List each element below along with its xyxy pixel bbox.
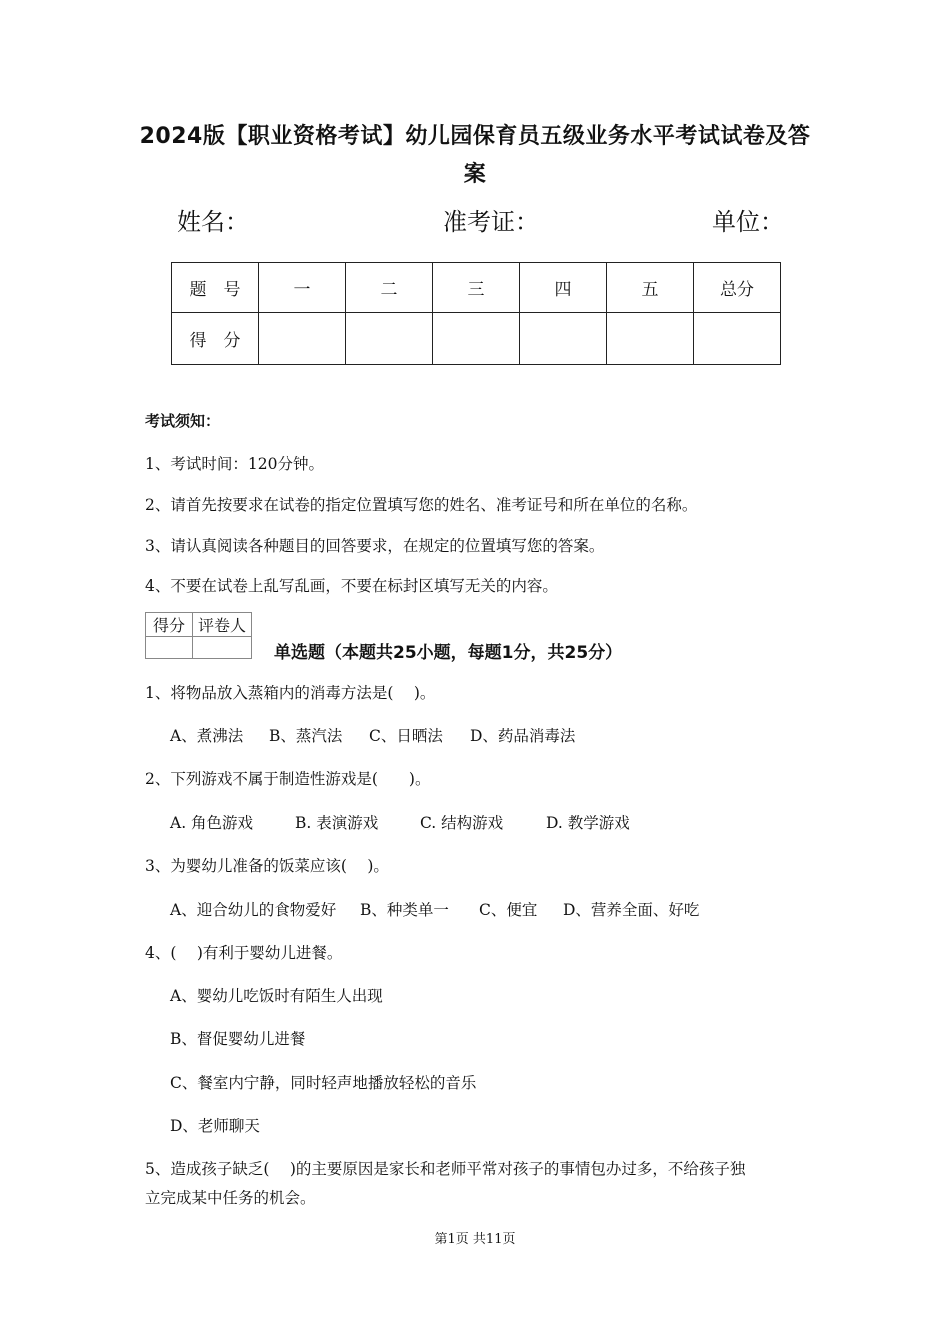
unit-field-label: 单位： <box>712 208 784 236</box>
option: D、营养全面、好吃 <box>563 901 700 919</box>
section-title: 单选题（本题共25小题，每题1分，共25分） <box>274 643 623 663</box>
score-cell <box>433 313 520 365</box>
option: A、迎合幼儿的食物爱好 <box>170 901 337 919</box>
score-cell <box>694 313 781 365</box>
option: A、煮沸法 <box>170 727 244 745</box>
option: D、老师聊天 <box>170 1117 260 1135</box>
header-cell: 二 <box>346 263 433 313</box>
option: B、督促婴幼儿进餐 <box>170 1030 306 1048</box>
notice-item: 2、请首先按要求在试卷的指定位置填写您的姓名、准考证号和所在单位的名称。 <box>145 496 698 514</box>
header-cell: 一 <box>259 263 346 313</box>
header-cell: 题 号 <box>172 263 259 313</box>
score-cell <box>520 313 607 365</box>
header-cell: 总分 <box>694 263 781 313</box>
notice-item: 1、考试时间：120分钟。 <box>145 455 324 473</box>
option: A. 角色游戏 <box>170 814 254 832</box>
option: B、种类单一 <box>360 901 449 919</box>
name-field-label: 姓名： <box>177 208 249 236</box>
option: C. 结构游戏 <box>420 814 504 832</box>
option: D、药品消毒法 <box>470 727 576 745</box>
grader-score-cell <box>146 637 193 659</box>
exam-number-field-label: 准考证： <box>443 208 539 236</box>
page-footer: 第1页 共11页 <box>434 1232 516 1247</box>
grader-name-cell <box>193 637 252 659</box>
option: C、日晒法 <box>369 727 443 745</box>
score-table-score-row <box>172 313 781 365</box>
grader-name-label: 评卷人 <box>193 613 252 637</box>
header-cell: 四 <box>520 263 607 313</box>
notice-item: 4、不要在试卷上乱写乱画，不要在标封区填写无关的内容。 <box>145 577 558 595</box>
question-text: 3、为婴幼儿准备的饭菜应该( )。 <box>145 857 389 875</box>
score-cell <box>259 313 346 365</box>
question-text: 1、将物品放入蒸箱内的消毒方法是( )。 <box>145 684 436 702</box>
question-text: 4、( )有利于婴幼儿进餐。 <box>145 944 343 962</box>
question-text-continued: 立完成某中任务的机会。 <box>145 1189 316 1207</box>
notice-item: 3、请认真阅读各种题目的回答要求，在规定的位置填写您的答案。 <box>145 537 605 555</box>
document-title: 2024版【职业资格考试】幼儿园保育员五级业务水平考试试卷及答案 <box>139 124 811 187</box>
score-cell <box>607 313 694 365</box>
grader-score-label: 得分 <box>146 613 193 637</box>
score-row-label: 得 分 <box>172 313 259 365</box>
notice-title: 考试须知： <box>145 412 221 430</box>
header-cell: 三 <box>433 263 520 313</box>
question-text: 5、造成孩子缺乏( )的主要原因是家长和老师平常对孩子的事情包办过多，不给孩子独 <box>145 1160 746 1178</box>
score-cell <box>346 313 433 365</box>
option: B、蒸汽法 <box>269 727 343 745</box>
score-table <box>171 262 781 365</box>
grader-box <box>145 612 252 659</box>
score-table-header-row <box>172 263 781 313</box>
question-text: 2、下列游戏不属于制造性游戏是( )。 <box>145 770 431 788</box>
option: C、便宜 <box>479 901 538 919</box>
header-cell: 五 <box>607 263 694 313</box>
option: B. 表演游戏 <box>295 814 379 832</box>
option: C、餐室内宁静，同时轻声地播放轻松的音乐 <box>170 1074 477 1092</box>
option: A、婴幼儿吃饭时有陌生人出现 <box>170 987 383 1005</box>
option: D. 教学游戏 <box>546 814 630 832</box>
